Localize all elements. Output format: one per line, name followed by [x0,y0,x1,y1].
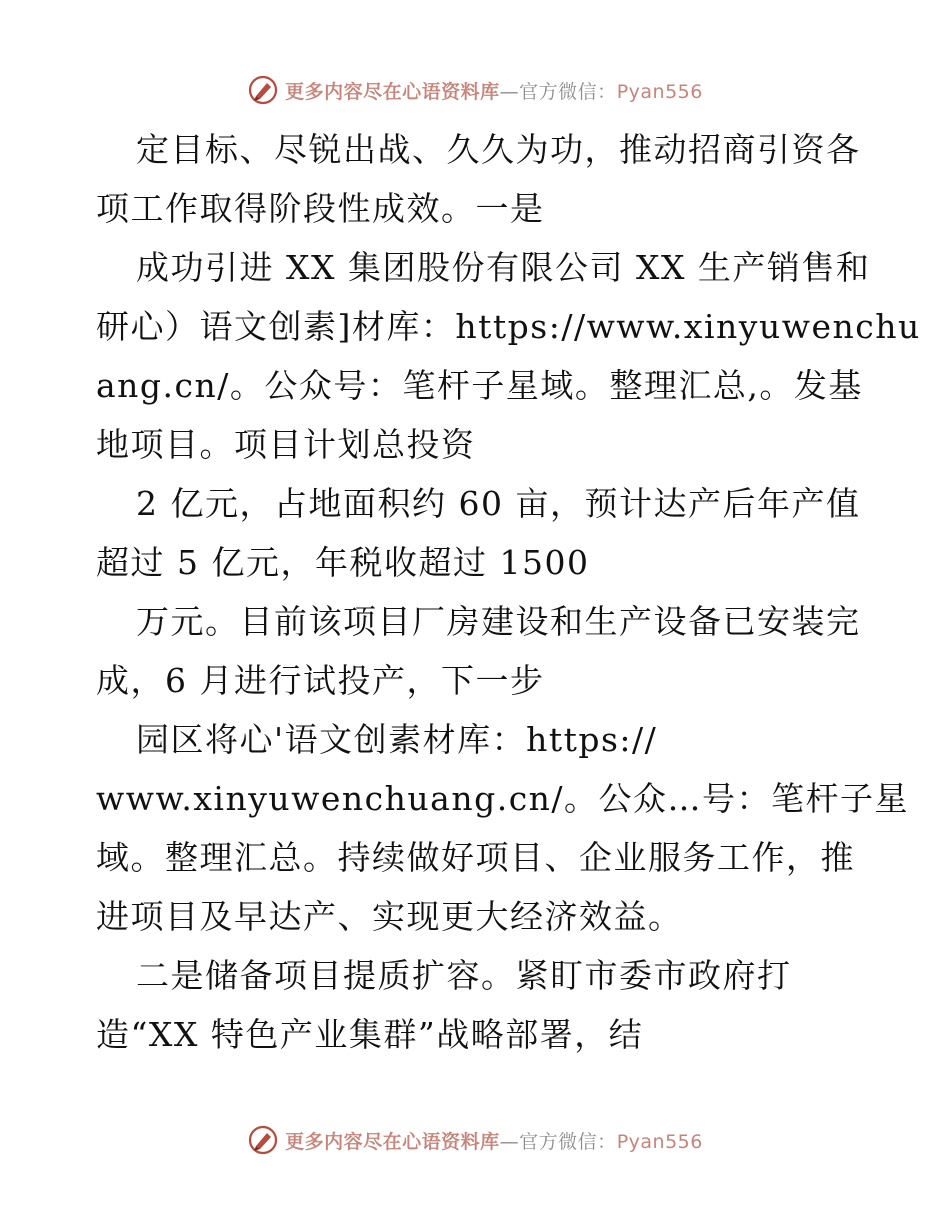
body-line: ang.cn/。公众号：笔杆子星域。整理汇总,。发基 [96,366,863,405]
body-line: 二是储备项目提质扩容。紧盯市委市政府打 [136,956,792,995]
banner-wechat-id: Pyan556 [616,80,703,103]
body-line: 成功引进 XX 集团股份有限公司 XX 生产销售和 [136,248,871,287]
banner-brand-text: 更多内容尽在心语资料库 [285,80,500,103]
document-body [96,122,921,1066]
footer-banner [0,1120,950,1160]
body-line: 项工作取得阶段性成效。一是 [96,189,545,228]
banner-brand-text: 更多内容尽在心语资料库 [285,1130,500,1153]
pen-logo-icon [247,1124,279,1156]
body-line: 域。整理汇总。持续做好项目、企业服务工作，推 [96,838,855,877]
body-line: 造“XX 特色产业集群”战略部署，结 [96,1015,644,1054]
body-line: 成，6 月进行试投产，下一步 [96,661,545,700]
body-line: 万元。目前该项目厂房建设和生产设备已安装完 [136,602,861,641]
banner-separator: — [499,80,520,103]
body-line: www.xinyuwenchuang.cn/。公众…号：笔杆子星 [96,779,910,818]
body-line: 定目标、尽锐出战、久久为功，推动招商引资各 [136,130,861,169]
body-line: 2 亿元，占地面积约 60 亩，预计达产后年产值 [136,484,861,523]
banner-wechat-label: 官方微信： [519,80,617,103]
body-line: 超过 5 亿元，年税收超过 1500 [96,543,590,582]
banner-wechat-id: Pyan556 [616,1130,703,1153]
header-banner [0,70,950,110]
pen-logo-icon [247,74,279,106]
body-line: 研心）语文创素]材库：https://www.xinyuwenchu [96,307,921,346]
body-line: 进项目及早达产、实现更大经济效益。 [96,897,683,936]
banner-wechat-label: 官方微信： [519,1130,617,1153]
body-line: 地项目。项目计划总投资 [96,425,476,464]
banner-separator: — [499,1130,520,1153]
body-line: 园区将心'语文创素材库：https:// [136,720,658,759]
